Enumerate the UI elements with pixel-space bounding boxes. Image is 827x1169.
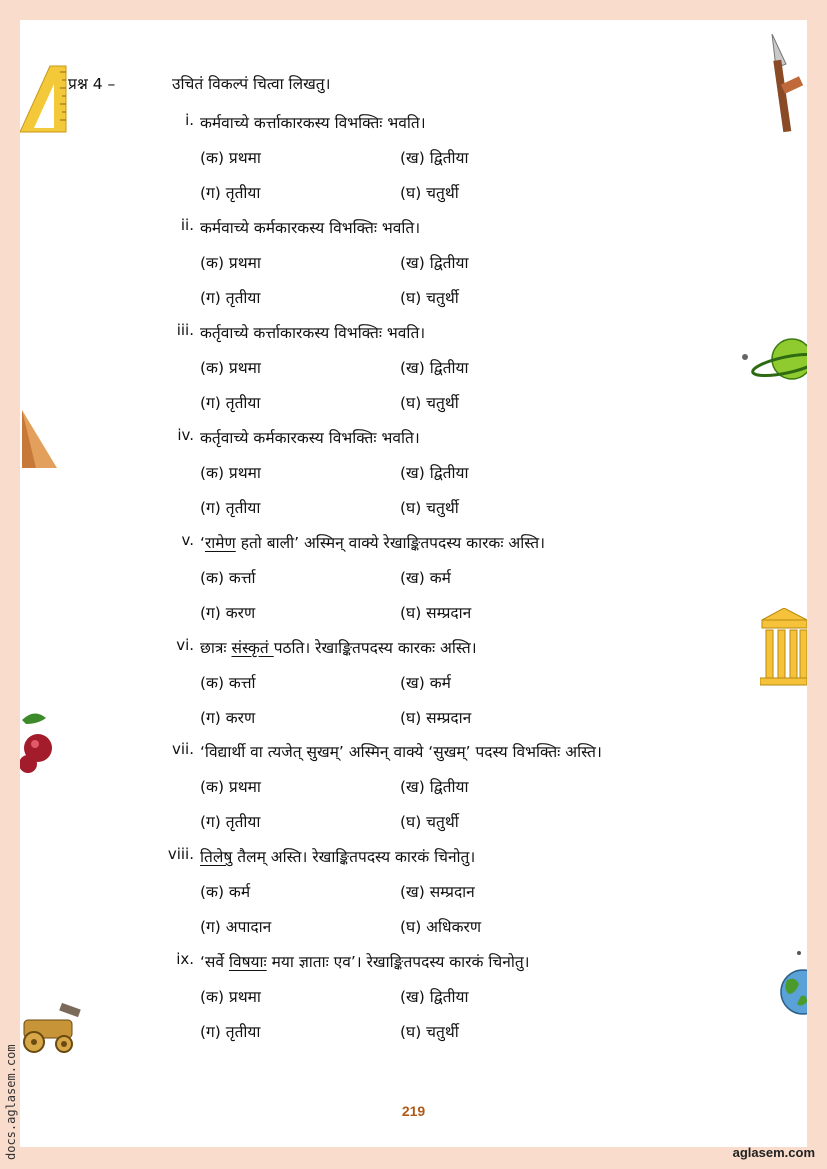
underlined-word: संस्कृतं <box>231 639 274 657</box>
question-item <box>150 531 790 635</box>
option-kha: (ख) द्वितीया <box>400 254 469 272</box>
question-item <box>150 426 790 530</box>
option-ka: (क) प्रथमा <box>200 988 261 1006</box>
pyramid-icon <box>20 410 58 470</box>
page-number: 219 <box>401 1103 426 1119</box>
option-ga: (ग) करण <box>200 604 256 622</box>
option-ka: (क) प्रथमा <box>200 149 261 167</box>
item-number: viii. <box>167 845 194 863</box>
option-ka: (क) प्रथमा <box>200 778 261 796</box>
cannon-icon <box>20 998 82 1056</box>
option-gha: (घ) चतुर्थी <box>400 499 459 517</box>
question-item <box>150 950 790 1054</box>
vertical-watermark: docs.aglasem.com <box>4 1044 18 1160</box>
item-stem: कर्मवाच्ये कर्त्ताकारकस्य विभक्तिः भवति। <box>200 114 426 132</box>
question-item <box>150 216 790 320</box>
question-item <box>150 740 790 844</box>
option-kha: (ख) द्वितीया <box>400 988 469 1006</box>
option-ga: (ग) तृतीया <box>200 184 261 202</box>
option-kha: (ख) द्वितीया <box>400 464 469 482</box>
item-stem: ‘विद्यार्थी वा त्यजेत् सुखम्’ अस्मिन् वाक्ये ‘सुखम्’ पदस्य विभक्तिः अस्ति। <box>200 743 602 761</box>
item-stem: ‘सर्वे विषयाः मया ज्ञाताः एव’। रेखाङ्कितपदस्य कारकं चिनोतु। <box>200 953 530 971</box>
ruler-icon <box>20 62 68 134</box>
option-gha: (घ) चतुर्थी <box>400 289 459 307</box>
option-ka: (क) कर्त्ता <box>200 569 256 587</box>
option-ka: (क) प्रथमा <box>200 464 261 482</box>
option-ga: (ग) अपादान <box>200 918 272 936</box>
item-number: ii. <box>180 216 194 234</box>
option-kha: (ख) द्वितीया <box>400 359 469 377</box>
item-stem: तिलेषु तैलम् अस्ति। रेखाङ्कितपदस्य कारकं चिनोतु। <box>200 848 476 866</box>
option-kha: (ख) द्वितीया <box>400 778 469 796</box>
option-kha: (ख) सम्प्रदान <box>400 883 475 901</box>
option-gha: (घ) सम्प्रदान <box>400 604 472 622</box>
option-ga: (ग) तृतीया <box>200 499 261 517</box>
item-stem: कर्तृवाच्ये कर्मकारकस्य विभक्तिः भवति। <box>200 429 420 447</box>
fruit-icon <box>20 708 56 776</box>
option-ka: (क) प्रथमा <box>200 254 261 272</box>
question-heading <box>68 72 330 94</box>
option-gha: (घ) चतुर्थी <box>400 813 459 831</box>
option-ga: (ग) करण <box>200 709 256 727</box>
item-number: iv. <box>177 426 194 444</box>
item-stem: कर्तृवाच्ये कर्त्ताकारकस्य विभक्तिः भवति। <box>200 324 426 342</box>
question-item <box>150 636 790 740</box>
option-ka: (क) कर्त्ता <box>200 674 256 692</box>
option-ka: (क) प्रथमा <box>200 359 261 377</box>
underlined-word: विषयाः <box>228 953 267 971</box>
item-number: i. <box>185 111 194 129</box>
option-gha: (घ) चतुर्थी <box>400 184 459 202</box>
item-number: ix. <box>176 950 194 968</box>
option-gha: (घ) अधिकरण <box>400 918 482 936</box>
instruction-text: उचितं विकल्पं चित्वा लिखतु। <box>172 75 331 93</box>
option-ga: (ग) तृतीया <box>200 1023 261 1041</box>
item-number: vi. <box>176 636 194 654</box>
item-stem: छात्रः संस्कृतं पठति। रेखाङ्कितपदस्य कारकः अस्ति। <box>200 639 477 657</box>
site-name: aglasem.com <box>732 1145 815 1160</box>
item-number: v. <box>181 531 194 549</box>
item-stem: ‘रामेण हतो बाली’ अस्मिन् वाक्ये रेखाङ्कितपदस्य कारकः अस्ति। <box>200 534 545 552</box>
item-number: iii. <box>176 321 194 339</box>
option-ga: (ग) तृतीया <box>200 289 261 307</box>
option-ga: (ग) तृतीया <box>200 813 261 831</box>
option-kha: (ख) द्वितीया <box>400 149 469 167</box>
option-ka: (क) कर्म <box>200 883 251 901</box>
question-number: प्रश्न 4 – <box>68 75 116 93</box>
question-item <box>150 321 790 425</box>
option-kha: (ख) कर्म <box>400 569 451 587</box>
option-gha: (घ) चतुर्थी <box>400 394 459 412</box>
item-number: vii. <box>172 740 194 758</box>
underlined-word: तिलेषु <box>200 848 233 866</box>
item-stem: कर्मवाच्ये कर्मकारकस्य विभक्तिः भवति। <box>200 219 421 237</box>
option-gha: (घ) सम्प्रदान <box>400 709 472 727</box>
underlined-word: रामेण <box>204 534 236 552</box>
option-ga: (ग) तृतीया <box>200 394 261 412</box>
option-gha: (घ) चतुर्थी <box>400 1023 459 1041</box>
question-item <box>150 111 790 215</box>
option-kha: (ख) कर्म <box>400 674 451 692</box>
question-item <box>150 845 790 949</box>
